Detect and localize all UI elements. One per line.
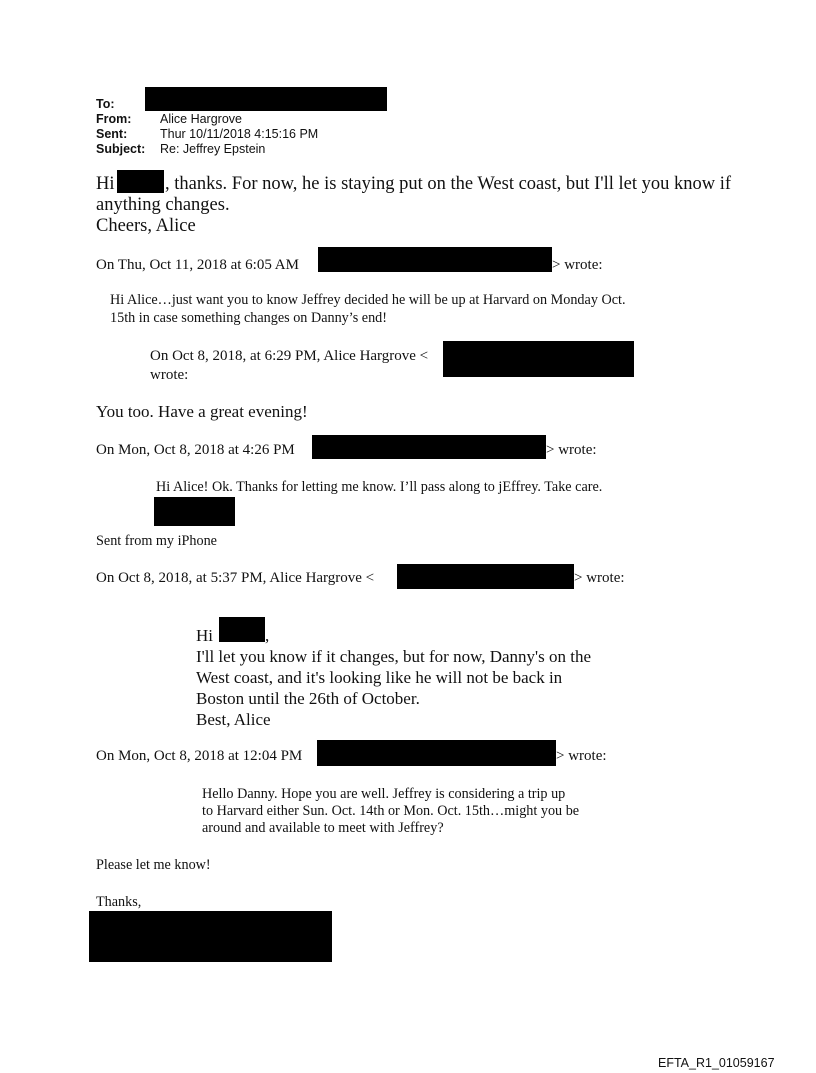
thanks: Thanks, [96,894,142,910]
reply-greeting: Hi [96,174,115,194]
redaction-signature-final [89,911,332,962]
quote-5-body-line-3: around and available to meet with Jeffrey? [202,820,444,836]
redaction-signature-3 [154,497,235,526]
quote-3-body: Hi Alice! Ok. Thanks for letting me know. I’ll pass along to jEffrey. Take care. [156,479,603,495]
quote-header-1: On Thu, Oct 11, 2018 at 6:05 AM [96,257,299,273]
quote-4-signoff: Best, Alice [196,710,271,729]
quote-header-3-suffix: > wrote: [546,442,597,458]
quote-5-body-line-1: Hello Danny. Hope you are well. Jeffrey is considering a trip up [202,786,566,802]
from-label: From: [96,112,132,126]
quote-2-body: You too. Have a great evening! [96,402,308,421]
please-let-me-know: Please let me know! [96,857,211,873]
quote-4-greeting: Hi [196,626,213,645]
sent-value: Thur 10/11/2018 4:15:16 PM [160,127,319,141]
reply-line-2: anything changes. [96,195,230,215]
reply-line-1: , thanks. For now, he is staying put on the West coast, but I'll let you know if [165,174,732,194]
redaction-sender-4 [397,564,574,589]
subject-label: Subject: [96,142,146,156]
quote-header-1-suffix: > wrote: [552,257,603,273]
quote-5-body-line-2: to Harvard either Sun. Oct. 14th or Mon. Oct. 15th…might you be [202,803,580,819]
quote-1-body-line-1: Hi Alice…just want you to know Jeffrey decided he will be up at Harvard on Monday Oct. [110,292,626,308]
quote-header-3: On Mon, Oct 8, 2018 at 4:26 PM [96,442,295,458]
quote-header-4-suffix: > wrote: [574,570,625,586]
to-label: To: [96,97,115,111]
quote-1-body-line-2: 15th in case something changes on Danny’s end! [110,310,387,326]
reply-signoff: Cheers, Alice [96,216,196,236]
redaction-greeting-4 [219,617,265,642]
redaction-sender-2 [443,341,634,377]
quote-4-line-2: West coast, and it's looking like he will not be back in [196,668,563,687]
quote-header-5-suffix: > wrote: [556,748,607,764]
quote-header-2: On Oct 8, 2018, at 6:29 PM, Alice Hargrove < [150,348,429,364]
redaction-sender-3 [312,435,546,459]
subject-value: Re: Jeffrey Epstein [160,142,266,156]
quote-header-5: On Mon, Oct 8, 2018 at 12:04 PM [96,748,303,764]
quote-4-line-3: Boston until the 26th of October. [196,689,420,708]
redaction-greeting-name [117,170,164,193]
redaction-to [145,87,387,111]
redaction-sender-1 [318,247,552,272]
quote-4-greeting-comma: , [265,626,270,645]
sent-from-iphone: Sent from my iPhone [96,533,217,549]
quote-4-line-1: I'll let you know if it changes, but for now, Danny's on the [196,647,592,666]
sent-label: Sent: [96,127,128,141]
quote-header-2-line-2: wrote: [150,367,189,383]
bates-number: EFTA_R1_01059167 [658,1056,775,1070]
quote-header-4: On Oct 8, 2018, at 5:37 PM, Alice Hargrove < [96,570,375,586]
redaction-sender-5 [317,740,556,766]
from-value: Alice Hargrove [160,112,242,126]
